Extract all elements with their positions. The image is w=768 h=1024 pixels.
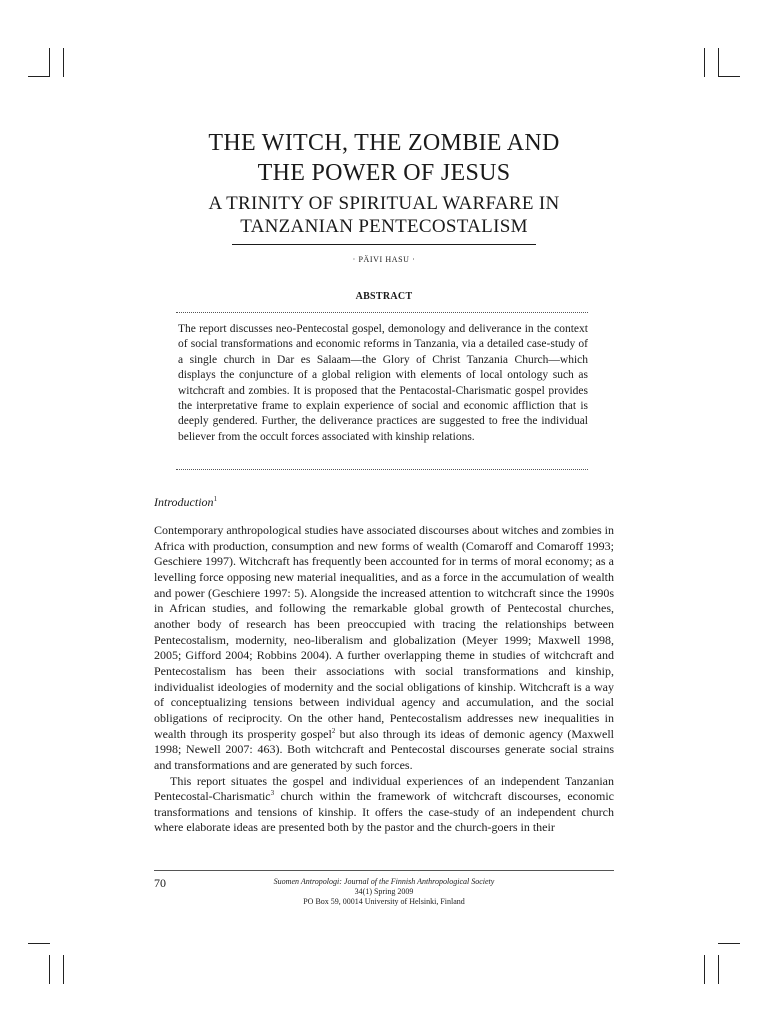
- crop-mark-top-left-h: [28, 76, 50, 77]
- journal-address: PO Box 59, 00014 University of Helsinki, Finland: [303, 897, 465, 906]
- crop-mark-bottom-left-v1: [49, 955, 50, 984]
- crop-mark-top-right-h: [718, 76, 740, 77]
- article-header: [0, 128, 768, 264]
- crop-mark-top-right-v1: [704, 48, 705, 77]
- article-subtitle-line-2: TANZANIAN PENTECOSTALISM: [240, 216, 528, 237]
- subtitle-underline: [232, 244, 536, 245]
- crop-mark-top-left-v1: [49, 48, 50, 77]
- abstract-text: The report discusses neo-Pentecostal gospel, demonology and deliverance in the context of social transformations and economic reforms in Tanzania, via a detailed case-study of a single church in Dar es Salaam—the Glory of Christ Tanzania Church—which displays the conjuncture of a global religion with elements of local ontology such as witchcraft and zombies. It is proposed that the Pentacostal-Charismatic gospel provides the interpretative frame to explain experience of social and economic affliction that is deeply gendered. Further, the deliverance practices are suggested to free the individual believer from the occult forces associated with kinship relations.: [178, 323, 588, 443]
- paragraph: [154, 523, 614, 774]
- footer-divider: [154, 870, 614, 871]
- abstract-top-divider: [176, 312, 588, 313]
- article-title-line-2: THE POWER OF JESUS: [257, 160, 511, 186]
- paragraph-text: but also through its ideas of demonic agency (Maxwell 1998; Newell 2007: 463). Both witchcraft and Pentecostal discourses generate social strains and transformations and are generated by such forces.: [154, 726, 615, 772]
- crop-mark-bottom-right-v1: [704, 955, 705, 984]
- crop-mark-bottom-left-h: [28, 943, 50, 944]
- article-subtitle: [0, 192, 768, 238]
- footnote-marker: 2: [331, 726, 336, 735]
- crop-mark-top-left-v2: [63, 48, 64, 77]
- section-heading-text: Introduction: [154, 495, 214, 509]
- paragraph-text: church within the framework of witchcraft discourses, economic transformations and tensions of kinship. It offers the case-study of an independent church where elaborate ideas are presented both by the pastor and the church-goers in their: [154, 789, 614, 835]
- paragraph-text: Contemporary anthropological studies have associated discourses about witches and zombies in Africa with production, consumption and new forms of wealth (Comaroff and Comaroff 1993; Geschiere 1997). Witchcraft has frequently been accounted for in terms of moral economy; as a levelling force opposing new material inequalities, and as a force in the accumulation of wealth and power (Geschiere 1997: 5). Alongside the increased attention to witchcraft since the 1990s in African studies, and following the remarkable global growth of Pentecostal churches, another body of research has been preoccupied with tracing the relationships between Pentecostalism, modernity, neo-liberalism and globalization (Meyer 1999; Maxwell 1998, 2005; Gifford 2004; Robbins 2004). A further overlapping theme in studies of witchcraft and Pentecostalism has been their associations with social transformations and kinship, individualist ideologies of modernity and the social obligations of kinship. Witchcraft is a way of conceptualizing tensions between individual agency and accumulation, and the social obligations of reciprocity. On the other hand, Pentecostalism addresses new inequalities in wealth through its prosperity gospel: [154, 523, 614, 741]
- body-text: [154, 523, 614, 836]
- paragraph: [154, 774, 614, 837]
- abstract-heading: ABSTRACT: [355, 291, 413, 302]
- crop-mark-bottom-right-v2: [718, 955, 719, 984]
- abstract-bottom-divider: [176, 469, 588, 470]
- footnote-marker: 1: [213, 495, 218, 503]
- page-number: 70: [154, 876, 166, 890]
- crop-mark-bottom-right-h: [718, 943, 740, 944]
- footnote-marker: 3: [270, 789, 275, 798]
- article-subtitle-line-1: A TRINITY OF SPIRITUAL WARFARE IN: [208, 193, 560, 214]
- article-title: [0, 128, 768, 188]
- section-heading-introduction: [154, 495, 217, 510]
- crop-mark-bottom-left-v2: [63, 955, 64, 984]
- journal-footer: [154, 877, 614, 907]
- journal-issue: 34(1) Spring 2009: [354, 887, 414, 896]
- author-name: · PÄIVI HASU ·: [352, 255, 416, 264]
- crop-mark-top-right-v2: [718, 48, 719, 77]
- journal-title: Suomen Antropologi: Journal of the Finnish Anthropological Society: [273, 877, 495, 886]
- article-title-line-1: THE WITCH, THE ZOMBIE AND: [208, 130, 560, 156]
- paragraph-text: This report situates the gospel and individual experiences of an independent Tanzanian Pentecostal-Charismatic: [154, 773, 614, 804]
